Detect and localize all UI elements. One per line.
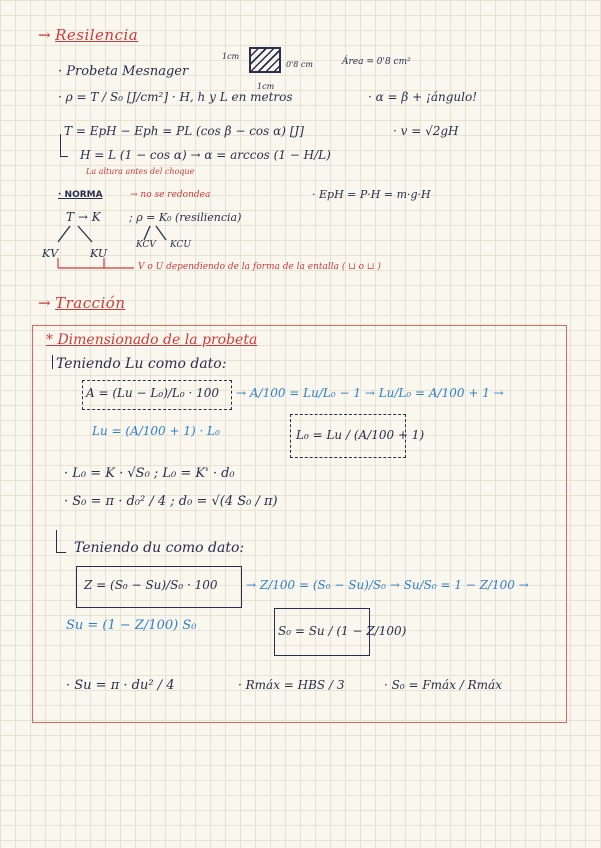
- a-formula: A = (Lu − L₀)/L₀ · 100: [86, 386, 220, 400]
- probeta-section-diagram: [249, 47, 281, 73]
- height-note: La altura antes del choque: [86, 167, 195, 176]
- bracket-line: [52, 355, 53, 369]
- section-title-text: Resilencia: [55, 26, 139, 44]
- norma-note: → no se redondea: [130, 190, 211, 200]
- kcu-label: KCU: [170, 240, 191, 250]
- bracket-line: [56, 530, 57, 552]
- vu-note: V o U dependiendo de la forma de la entalla ( ⊔ o ⊔ ): [138, 262, 381, 272]
- a-chain: → A/100 = Lu/L₀ − 1 → Lu/L₀ = A/100 + 1 →: [236, 386, 504, 400]
- kv-label: KV: [42, 247, 59, 260]
- lo-k-formula: · L₀ = K · √S₀ ; L₀ = K' · d₀: [64, 466, 235, 481]
- so-area-formula: · S₀ = π · d₀² / 4 ; d₀ = √(4 S₀ / π): [64, 494, 278, 509]
- height-formula: H = L (1 − cos α) → α = arccos (1 − H/L): [80, 148, 331, 162]
- rho-k-resiliencia: ; ρ = K₀ (resiliencia): [129, 211, 242, 224]
- rmax-formula: · Rmáx = HBS / 3: [238, 678, 345, 692]
- area-label: Área = 0'8 cm²: [342, 57, 411, 67]
- so-result: S₀ = Su / (1 − Z/100): [278, 624, 407, 638]
- probeta-dim-side: 1cm: [257, 82, 275, 91]
- t-to-k: T → K: [66, 210, 101, 224]
- lu-heading: Teniendo Lu como dato:: [56, 356, 227, 372]
- bracket-line: [60, 156, 68, 157]
- lo-result: L₀ = Lu / (A/100 + 1): [296, 428, 425, 442]
- z-formula: Z = (S₀ − Su)/S₀ · 100: [84, 578, 218, 592]
- section-title-traccion: [38, 294, 126, 312]
- section-title-text: Tracción: [55, 294, 126, 312]
- bracket-line: [60, 134, 61, 156]
- vu-bracket-lines: [56, 258, 136, 274]
- eph-formula: · EpH = P·H = m·g·H: [312, 188, 431, 201]
- velocity-formula: · v = √2gH: [393, 124, 459, 138]
- ku-label: KU: [90, 247, 108, 260]
- arrow-icon: →: [38, 294, 52, 312]
- su-result: Su = (1 − Z/100) S₀: [66, 618, 197, 633]
- alpha-formula: · α = β + ¡ángulo!: [368, 90, 478, 104]
- rho-formula: · ρ = T / S₀ [J/cm²] · H, h y L en metros: [58, 90, 293, 104]
- z-chain: → Z/100 = (S₀ − Su)/S₀ → Su/S₀ = 1 − Z/100 →: [246, 578, 529, 592]
- probeta-dim-top: 1cm: [222, 52, 240, 61]
- norma-label: · NORMA: [58, 190, 103, 200]
- su-area-formula: · Su = π · du² / 4: [66, 678, 175, 693]
- probeta-dim-right: 0'8 cm: [286, 60, 313, 69]
- energy-formula: T = EpH − Eph = PL (cos β − cos α) [J]: [64, 124, 304, 138]
- du-heading: Teniendo du como dato:: [74, 540, 245, 556]
- arrow-icon: →: [38, 26, 52, 44]
- bracket-line: [56, 552, 66, 553]
- lu-result: Lu = (A/100 + 1) · L₀: [92, 424, 220, 438]
- kcv-label: KCV: [136, 240, 156, 250]
- probeta-label: · Probeta Mesnager: [58, 64, 189, 79]
- section-title-resilencia: [38, 26, 138, 44]
- so-fmax-formula: · S₀ = Fmáx / Rmáx: [384, 678, 502, 692]
- box-title: * Dimensionado de la probeta: [46, 332, 258, 348]
